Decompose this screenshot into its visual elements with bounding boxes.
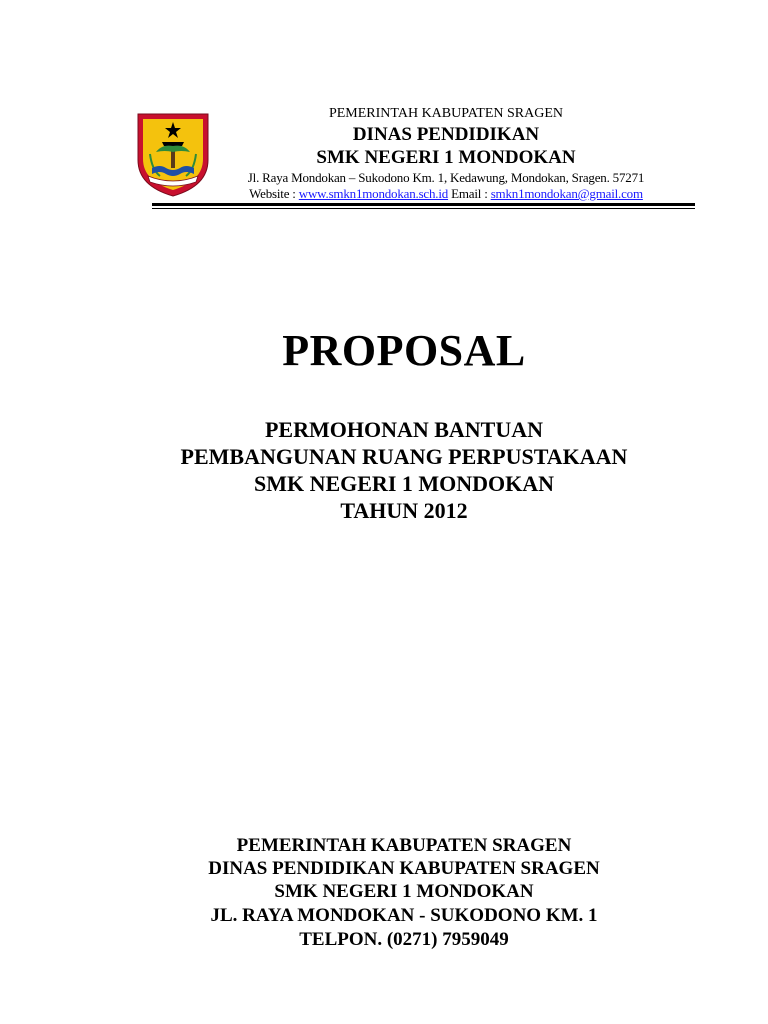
letterhead-agency: DINAS PENDIDIKAN [352,124,540,145]
footer-line: TELPON. (0271) 7959049 [299,929,509,950]
proposal-subtitle-line: TAHUN 2012 [340,498,468,523]
footer-line: SMK NEGERI 1 MONDOKAN [274,881,534,902]
website-label: Website : [249,186,296,201]
proposal-subtitle-line: PERMOHONAN BANTUAN [264,417,544,442]
letterhead-school: SMK NEGERI 1 MONDOKAN [316,147,576,168]
letterhead-divider-thick [152,203,695,206]
email-label: Email : [451,186,488,201]
proposal-subtitle-line: PEMBANGUNAN RUANG PERPUSTAKAAN [180,444,628,469]
letterhead-government: PEMERINTAH KABUPATEN SRAGEN [328,106,564,121]
proposal-title: PROPOSAL [282,326,526,375]
sragen-regency-emblem-icon [134,110,212,198]
email-link[interactable]: smkn1mondokan@gmail.com [490,186,643,201]
footer-line: DINAS PENDIDIKAN KABUPATEN SRAGEN [208,858,600,879]
letterhead-address: Jl. Raya Mondokan – Sukodono Km. 1, Kedawung, Mondokan, Sragen. 57271 [247,170,645,185]
letterhead-divider-thin [152,208,695,209]
letterhead-contact [220,186,672,202]
proposal-subtitle-line: SMK NEGERI 1 MONDOKAN [253,471,555,496]
website-link[interactable]: www.smkn1mondokan.sch.id [298,186,449,201]
footer-line: JL. RAYA MONDOKAN - SUKODONO KM. 1 [210,905,598,926]
footer-line: PEMERINTAH KABUPATEN SRAGEN [236,835,572,856]
